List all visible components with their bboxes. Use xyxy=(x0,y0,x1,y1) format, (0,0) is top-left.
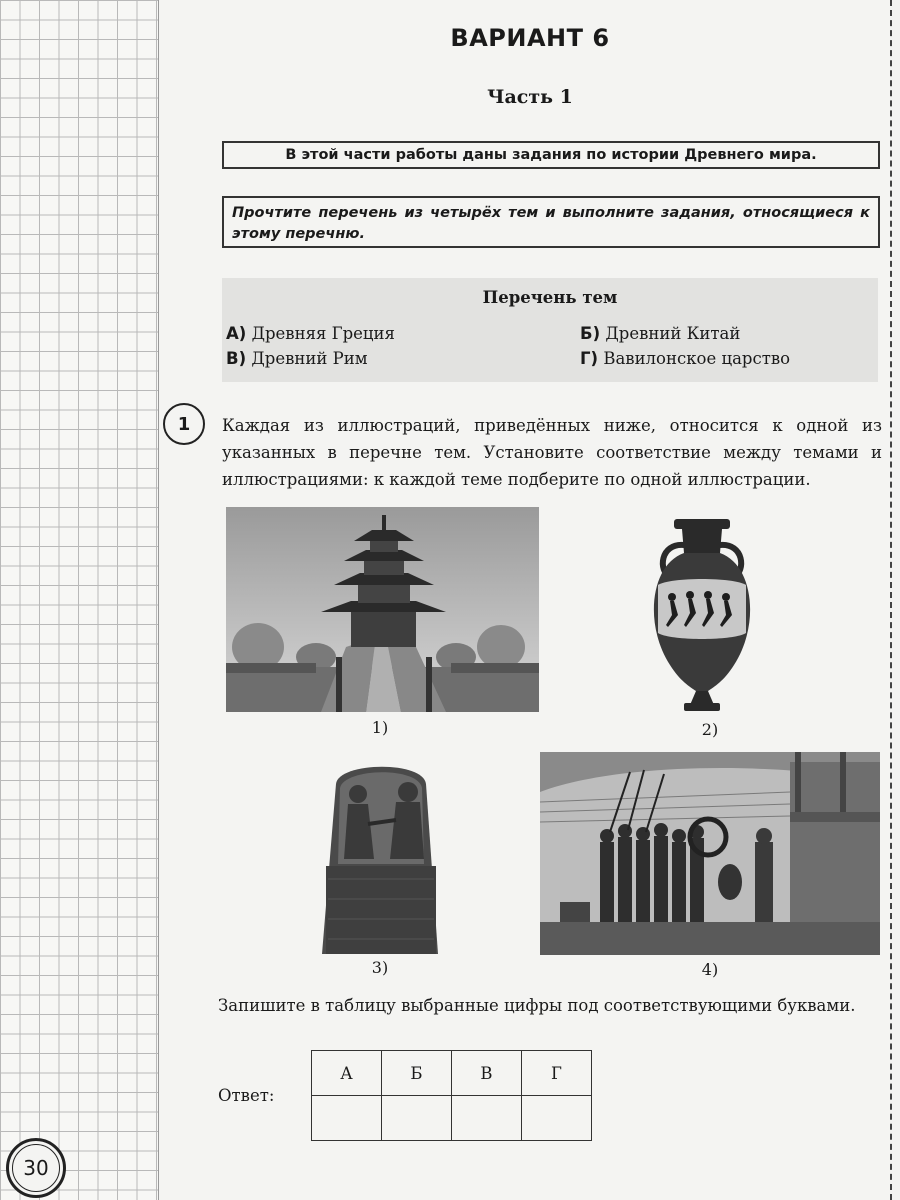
topic-g xyxy=(580,349,790,368)
topic-a xyxy=(226,324,395,343)
answer-header-b: Б xyxy=(382,1051,452,1096)
caption-1: 1) xyxy=(371,718,389,737)
pagoda-illustration xyxy=(226,507,539,712)
amphora-illustration xyxy=(640,515,764,715)
amphora-icon xyxy=(640,515,764,715)
caption-2: 2) xyxy=(701,720,719,739)
intro-box xyxy=(222,141,880,169)
topic-g-name: Вавилонское царство xyxy=(603,349,791,368)
topics-box xyxy=(222,278,878,382)
instruction-box xyxy=(222,196,880,248)
topic-g-letter: Г) xyxy=(580,349,599,368)
answer-header-g: Г xyxy=(522,1051,592,1096)
write-instruction: Запишите в таблицу выбранные цифры под соответствующими буквами. xyxy=(218,996,856,1015)
topic-v-name: Древний Рим xyxy=(251,349,368,368)
answer-cell-b[interactable] xyxy=(382,1096,452,1141)
topic-b xyxy=(580,324,740,343)
gladiators-illustration xyxy=(540,752,880,955)
stele-icon xyxy=(318,754,443,954)
answer-cell-a[interactable] xyxy=(312,1096,382,1141)
page-number xyxy=(6,1138,66,1198)
gladiators-icon xyxy=(540,752,880,955)
topics-heading: Перечень тем xyxy=(482,288,618,307)
cut-line xyxy=(890,0,892,1200)
topic-a-name: Древняя Греция xyxy=(251,324,395,343)
variant-title: ВАРИАНТ 6 xyxy=(450,24,610,52)
topic-v-letter: В) xyxy=(226,349,247,368)
question-number: 1 xyxy=(163,403,205,445)
intro-text: В этой части работы даны задания по истории Древнего мира. xyxy=(285,147,817,163)
part-title: Часть 1 xyxy=(487,86,573,108)
page-number-text: 30 xyxy=(23,1156,49,1180)
answer-table xyxy=(311,1050,592,1141)
answer-value-row xyxy=(312,1096,592,1141)
topic-b-letter: Б) xyxy=(580,324,601,343)
question-text: Каждая из иллюстраций, приведённых ниже, относится к одной из указанных в перечне тем. Установите соответствие между темами и иллюстрациями: к каждой теме подберите по одной иллюстрации. xyxy=(222,416,882,489)
stele-illustration xyxy=(318,754,443,954)
answer-label: Ответ: xyxy=(218,1086,275,1105)
answer-cell-g[interactable] xyxy=(522,1096,592,1141)
topic-b-name: Древний Китай xyxy=(605,324,741,343)
caption-3: 3) xyxy=(371,958,389,977)
answer-header-a: А xyxy=(312,1051,382,1096)
topic-v xyxy=(226,349,368,368)
answer-cell-v[interactable] xyxy=(452,1096,522,1141)
grid-margin xyxy=(0,0,159,1200)
answer-header-v: В xyxy=(452,1051,522,1096)
instruction-text: Прочтите перечень из четырёх тем и выполните задания, относящиеся к этому перечню. xyxy=(232,205,870,242)
pagoda-icon xyxy=(226,507,539,712)
topic-a-letter: А) xyxy=(226,324,247,343)
answer-header-row xyxy=(312,1051,592,1096)
caption-4: 4) xyxy=(701,960,719,979)
